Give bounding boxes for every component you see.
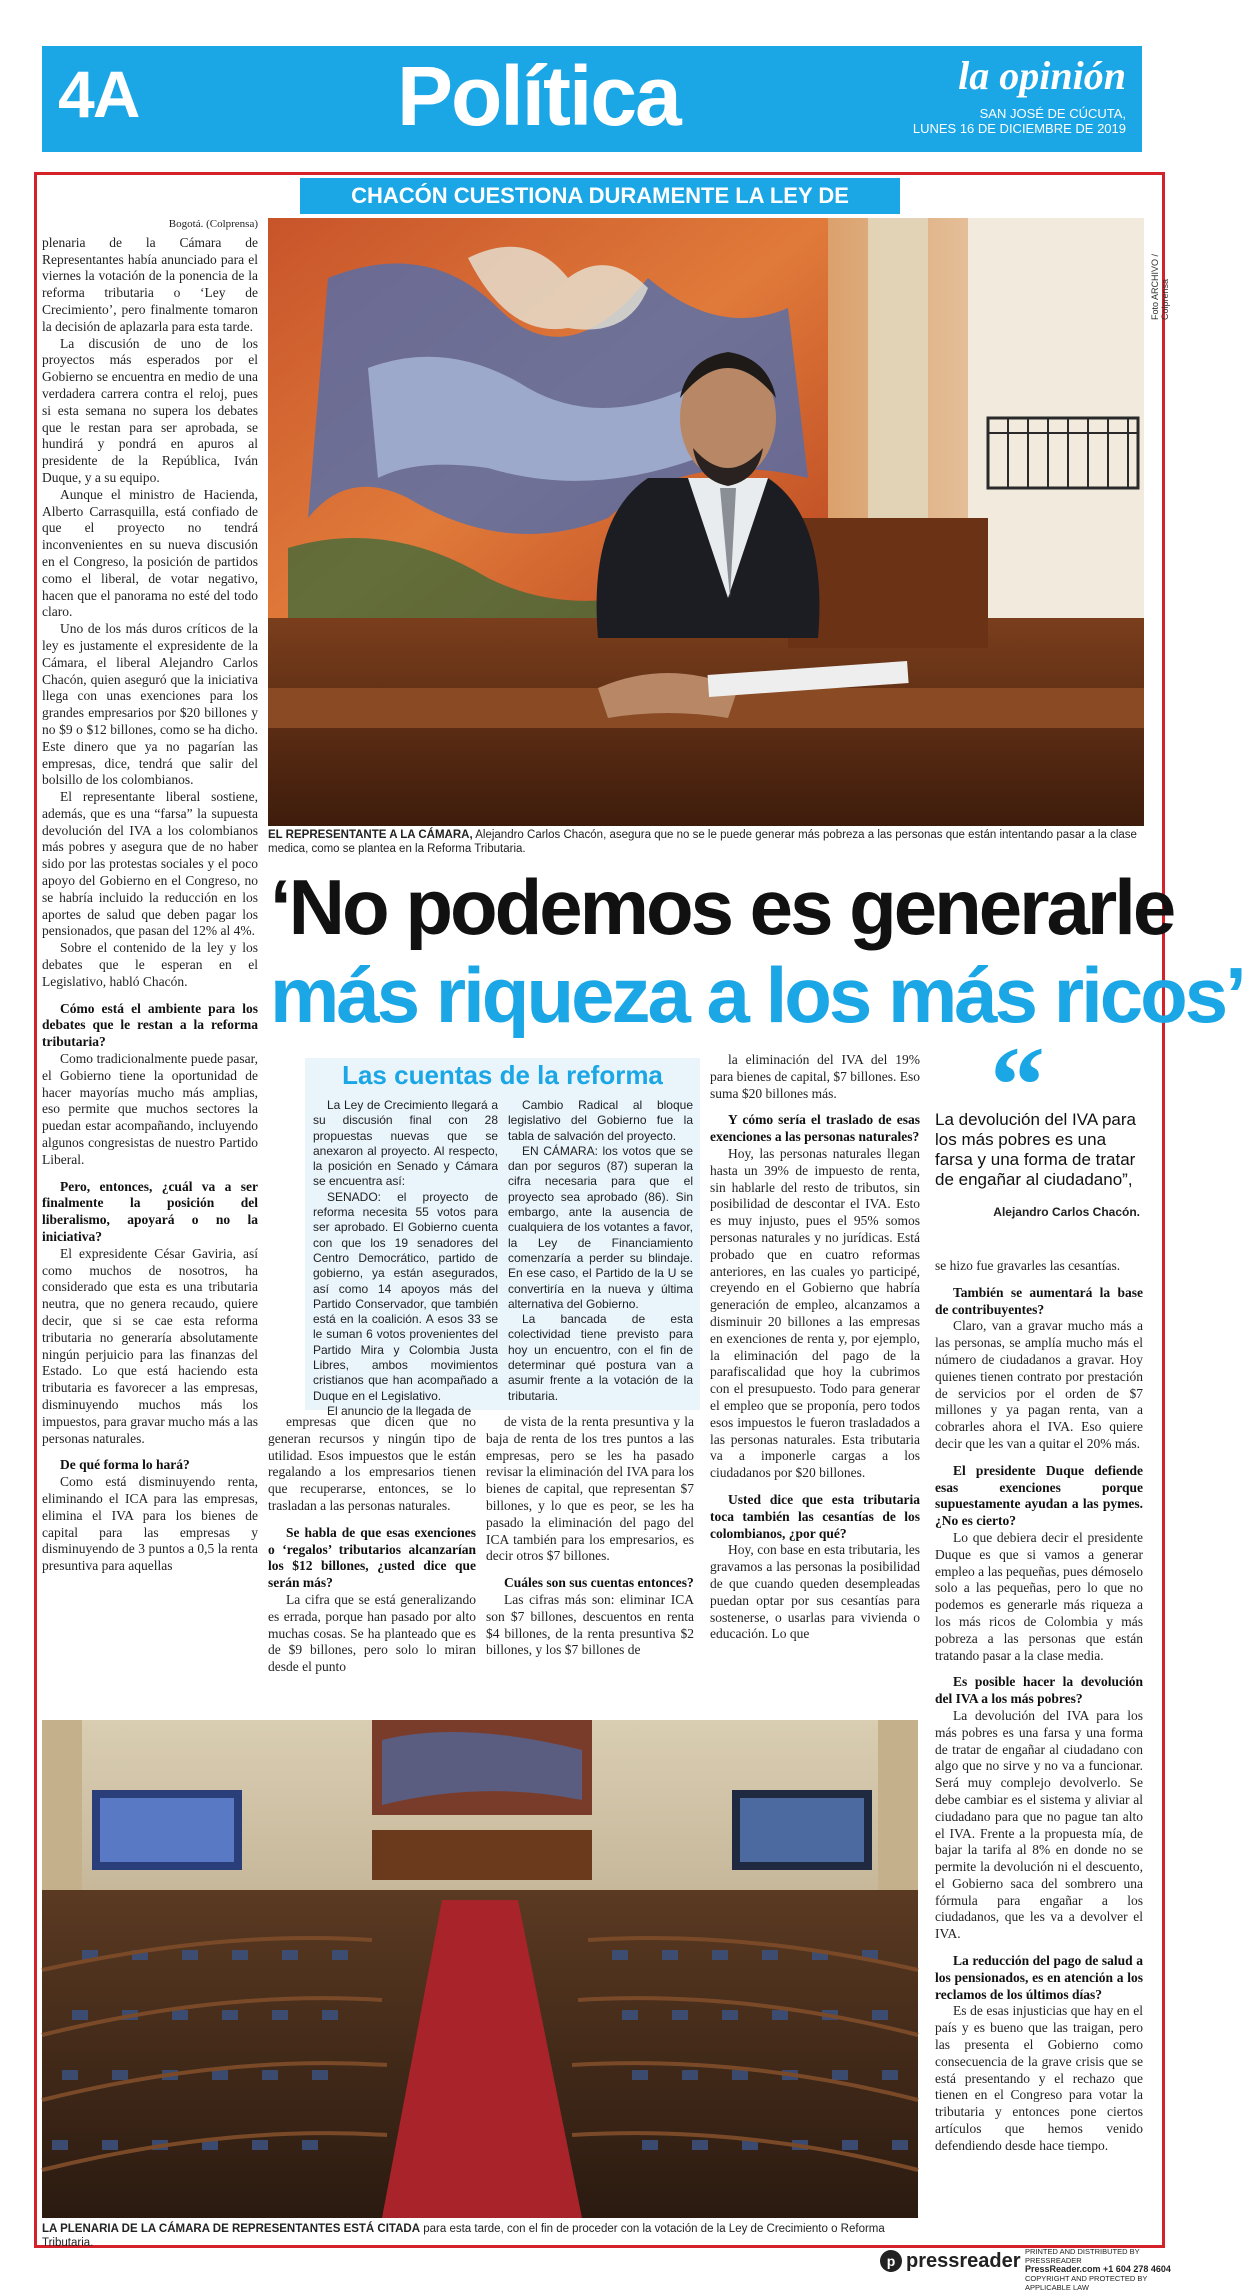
paragraph: Aunque el ministro de Hacienda, Alberto Carrasquilla, está confiado de que el proyecto no tendrá inconvenientes en su nueva discusión en el Congreso, la posición de partidos como el liberal, de votar negativo, hacen que el panorama no esté del todo claro.	[42, 486, 258, 620]
photo-caption-bottom-lead: LA PLENARIA DE LA CÁMARA DE REPRESENTANTES ESTÁ CITADA	[42, 2223, 421, 2235]
quote-mark-icon: “	[990, 1024, 1045, 1146]
pull-quote: La devolución del IVA para los más pobres es una farsa y una forma de tratar de engañar al ciudadano”,	[935, 1110, 1136, 1189]
question: Se habla de que esas exenciones o ‘regalos’ tributarios alcanzarían los $12 billones, ¿usted dice que serán más?	[268, 1524, 476, 1591]
question: Cómo está el ambiente para los debates que le restan a la reforma tributaria?	[42, 1000, 258, 1050]
paragraph: Las cifras más son: eliminar ICA son $7 billones, descuentos en renta $4 billones, de la renta presuntiva $2 billones, y los $7 billones de	[486, 1591, 694, 1658]
paragraph: El representante liberal sostiene, además, que es una “farsa” la supuesta devolución del IVA a los colombianos más pobres y asegura que de no haber sido por las protestas sociales y el poco apoyo del Gobierno en el Congreso, no se habría incluido la reducción en los aportes de salud que deben pagar los pensionados, que pasan del 12% al 4%.	[42, 789, 258, 939]
paragraph: Lo que debiera decir el presidente Duque es que si vamos a generar empleo a las pequeñas, pues démoselo solo a las pequeñas, pero lo que no podemos es generarle más riqueza a los más ricos de Colombia y más pobreza a las personas que están tratando pasar a la clase media.	[935, 1529, 1143, 1663]
sidebar-box	[305, 1058, 700, 1418]
photo-caption-bottom-text: para esta tarde, con el fin de proceder con la votación de la Ley de Crecimiento o Reforma Tributaria.	[42, 2223, 885, 2249]
sidebar-paragraph: EN CÁMARA: los votos que se dan por seguros (87) superan la cifra necesaria para que el proyecto sea aprobado (86). Sin embargo, ante la ausencia de cualquiera de los votantes a favor, la Ley de Financiamiento comenzaría a perder su blindaje. En ese caso, el Partido de la U se convertiría en la nueva y última alternativa del Gobierno.	[508, 1143, 693, 1311]
issue-city: SAN JOSÉ DE CÚCUTA,	[979, 106, 1126, 121]
paragraph: de vista de la renta presuntiva y la baja de renta de los tres puntos a las empresas, pero se les ha pasado revisar la eliminación del IVA para los bienes de capital, que representan $7 billones, y lo que es peor, se les ha pasado la eliminación del pago del ICA también para los empresarios, es decir otros $7 billones.	[486, 1414, 694, 1564]
paragraph: plenaria de la Cámara de Representantes había anunciado para el viernes la votación de la ponencia de la reforma tributaria o ‘Ley de Crecimiento’, pero finalmente tomaron la decisión de aplazarla para esta tarde.	[42, 234, 258, 334]
pressreader-logo	[880, 2249, 1025, 2272]
sidebar-paragraph: SENADO: el proyecto de reforma necesita 55 votos para ser aprobado. El Gobierno cuenta con que los 19 senadores del Centro Democrático, partido de gobierno, ya están asegurados, así como 14 apoyos más del Partido Conservador, que también está en la coalición. A esos 33 se le suman 6 votos provenientes del Partido Mira y Colombia Justa Libres, ambos movimientos cristianos que han acompañado a Duque en el Legislativo.	[313, 1189, 498, 1403]
paragraph: Es de esas injusticias que hay en el país y es bueno que las traigan, pero las presenta el Gobierno como consecuencia de la grave crisis que se está presentando y el rechazo que tienen en el Congreso para votar la tributaria y entonces pone ciertos artículos que hemos venido defendiendo desde hace tiempo.	[935, 2003, 1143, 2153]
paragraph: la eliminación del IVA del 19% para bienes de capital, $7 billones. Eso suma $20 billones más.	[710, 1052, 920, 1101]
photo-plenary-image	[42, 1720, 918, 2218]
photo-credit: Foto ARCHIVO / Colprensa	[1150, 253, 1170, 320]
question: Usted dice que esta tributaria toca también las cesantías de los colombianos, ¿por qué?	[710, 1491, 920, 1541]
sidebar-column-1	[313, 1098, 498, 1418]
pressreader-footer	[880, 2245, 1190, 2292]
paragraph: La cifra que se está generalizando es errada, porque han pasado por alto muchas cosas. Se ha planteado que es de $9 billones, pero solo lo miran desde el punto	[268, 1591, 476, 1675]
paragraph: La discusión de uno de los proyectos más esperados por el Gobierno se encuentra en medio de una verdadera carrera contra el reloj, pues si esta semana no supera los debates que le restan para ser aprobada, se hundirá y pondrá en apuros al presidente de la República, Iván Duque, y a su equipo.	[42, 335, 258, 485]
pressreader-logo-icon: p	[880, 2250, 902, 2272]
sidebar-paragraph: El anuncio de la llegada de	[327, 1403, 472, 1418]
pressreader-line-1: PRINTED AND DISTRIBUTED BY PRESSREADER	[1025, 2247, 1140, 2265]
question: También se aumentará la base de contribuyentes?	[935, 1284, 1143, 1317]
article-kicker: CHACÓN CUESTIONA DURAMENTE LA LEY DE	[300, 178, 900, 214]
paragraph: El expresidente César Gaviria, así como muchos de nosotros, ha considerado que esta es una tributaria neutra, que no genera recaudo, quiere decir, que si se cae esta reforma tributaria no generaría absolutamente ningún perjuicio para las finanzas del Estado. Lo que está haciendo esta tributaria es favorecer a las empresas, disminuyendo muchos más los impuestos, para gravar mucho más a las personas naturales.	[42, 1245, 258, 1446]
paragraph: Como tradicionalmente puede pasar, el Gobierno tiene la oportunidad de hacer mayorías mucho más amplias, eso permite que muchos sectores la puedan estar acompañando, incluyendo algunos congresistas de nuestro Partido Liberal.	[42, 1051, 258, 1167]
headline-line-2: más riqueza a los más ricos’	[270, 951, 1244, 1039]
question: Pero, entonces, ¿cuál va a ser finalmente la posición del liberalismo, apoyará o no la iniciativa?	[42, 1178, 258, 1245]
sidebar-title: Las cuentas de la reforma	[342, 1060, 663, 1090]
photo-chacon	[268, 218, 1144, 826]
paragraph: empresas que dicen que no generan recursos y ningún tipo de utilidad. Esos impuestos que le están regalando a los empresarios tienen que recuperarse, entonces, se lo trasladan a las personas naturales.	[268, 1414, 476, 1513]
masthead	[42, 46, 1142, 152]
sidebar-column-2	[508, 1098, 693, 1406]
newspaper-logo: la opinión	[958, 53, 1126, 98]
article-column-2	[268, 1414, 476, 1704]
sidebar-paragraph: Cambio Radical al bloque legislativo del Gobierno fue la tabla de salvación del proyecto.	[508, 1098, 693, 1143]
dateline: Bogotá. (Colprensa)	[168, 218, 258, 230]
paragraph: Claro, van a gravar mucho más a las personas, se amplía mucho más el número de ciudadanos a gravar. Hoy quienes tienen contrato por prestación de servicios por el orden de $7 millones y ya pagan renta, van a cobrarles ahora el IVA. Eso quiere decir que les van a quitar el 20% más.	[935, 1318, 1143, 1451]
question: De qué forma lo hará?	[60, 1457, 190, 1473]
question: Es posible hacer la devolución del IVA a los más pobres?	[935, 1674, 1143, 1707]
question: Y cómo sería el traslado de esas exenciones a las personas naturales?	[710, 1112, 920, 1145]
sidebar-paragraph: La bancada de esta colectividad tiene previsto para hoy un encuentro, con el fin de determinar qué postura van a asumir frente a la votación de la tributaria.	[508, 1312, 693, 1403]
article-column-4	[710, 1052, 920, 1704]
paragraph: Hoy, las personas naturales llegan hasta un 39% de impuesto de renta, sin hablarle del resto de tributos, sin posibilidad de descontar el IVA. Esto es muy injusto, pues el 95% somos personas naturales y no jurídicas. Está probado que en cuatro reformas anteriores, en las cuales yo participé, creyendo en el Gobierno que habría generación de empleo, alcanzamos a disminuir 20 billones a las empresas en exenciones de renta y, por ejemplo, la eliminación del pago de la parafiscalidad que hoy la cubrimos con el presupuesto. Todo para generar el empleo que se proponía, pero todos esos impuestos le fueron trasladados a las personas naturales. Esta tributaria va a imponerle cargas a los ciudadanos por $20 billones.	[710, 1145, 920, 1481]
paragraph: Uno de los más duros críticos de la ley es justamente el expresidente de la Cámara, el liberal Alejandro Carlos Chacón, quien aseguró que la iniciativa llega con unas exenciones para los grandes empresarios por $20 billones y no $9 o $12 billones, como se ha dicho. Este dinero que ya no pagarían las empresas, dice, tendrá que salir del bolsillo de los colombianos.	[42, 621, 258, 788]
photo-chacon-image	[268, 218, 1144, 826]
photo-plenary	[42, 1720, 918, 2218]
paragraph: Sobre el contenido de la ley y los debates que le esperan en el Legislativo, habló Chacón.	[42, 940, 258, 989]
paragraph: se hizo fue gravarles las cesantías.	[935, 1258, 1121, 1273]
question: La reducción del pago de salud a los pensionados, es en atención a los reclamos de los últimos días?	[935, 1953, 1143, 2002]
paragraph: Hoy, con base en esta tributaria, les gravamos a las personas la posibilidad de que cuando queden desempleadas puedan optar por sus cesantías para sostenerse, o usarlas para vivienda o educación. Lo que	[710, 1542, 920, 1642]
article-column-3	[486, 1414, 694, 1704]
issue-date: LUNES 16 DE DICIEMBRE DE 2019	[912, 121, 1126, 136]
issue-info	[913, 106, 1126, 136]
article-column-5	[935, 1258, 1143, 2236]
photo-caption-top-text: Alejandro Carlos Chacón, asegura que no se le puede generar más pobreza a las personas que están intentando pasar a la clase medica, como se plantea en la Reforma Tributaria.	[268, 829, 1137, 855]
photo-caption-top	[268, 828, 1144, 856]
pressreader-logo-text: pressreader	[906, 2249, 1021, 2272]
pull-quote-author: Alejandro Carlos Chacón.	[993, 1205, 1140, 1219]
photo-caption-bottom	[42, 2222, 922, 2250]
pressreader-line-2: PressReader.com +1 604 278 4604	[1025, 2264, 1171, 2274]
page-number: 4A	[58, 57, 139, 131]
section-title: Política	[397, 49, 680, 143]
sidebar-paragraph: La Ley de Crecimiento llegará a su discusión final con 28 propuestas nuevas que se anexaron al proyecto. Al respecto, la posición en Senado y Cámara se encuentra así:	[313, 1098, 498, 1189]
paragraph: La devolución del IVA para los más pobres es una farsa y una forma de tratar de engañar al ciudadano con algo que no sirve y no va a funcionar. Será muy complejo devolverlo. Se debe cambiar es el sistema y aliviar al ciudadano para que no pague tan alto el IVA. Frente a la propuesta mía, de bajar la tarifa al 8% en donde no se permite la devolución ni el descuento, el Gobierno saca del sombrero una fórmula para engañar a los ciudadanos, que les va a devolver el IVA.	[935, 1707, 1143, 1942]
photo-caption-top-lead: EL REPRESENTANTE A LA CÁMARA,	[268, 829, 473, 841]
pressreader-line-3: COPYRIGHT AND PROTECTED BY APPLICABLE LAW	[1025, 2274, 1148, 2292]
headline-line-1: ‘No podemos es generarle	[270, 863, 1174, 951]
pressreader-notice	[1025, 2247, 1190, 2292]
question: El presidente Duque defiende esas exenciones porque supuestamente ayudan a las pymes. ¿No es cierto?	[935, 1462, 1143, 1529]
article-column-1	[42, 216, 258, 1706]
paragraph: Como está disminuyendo renta, eliminando el ICA para las empresas, elimina el IVA para los bienes de capital para las empresas y disminuyendo de 3 puntos a 0,5 la renta presuntiva para aquellas	[42, 1474, 258, 1574]
question: Cuáles son sus cuentas entonces?	[504, 1575, 694, 1591]
